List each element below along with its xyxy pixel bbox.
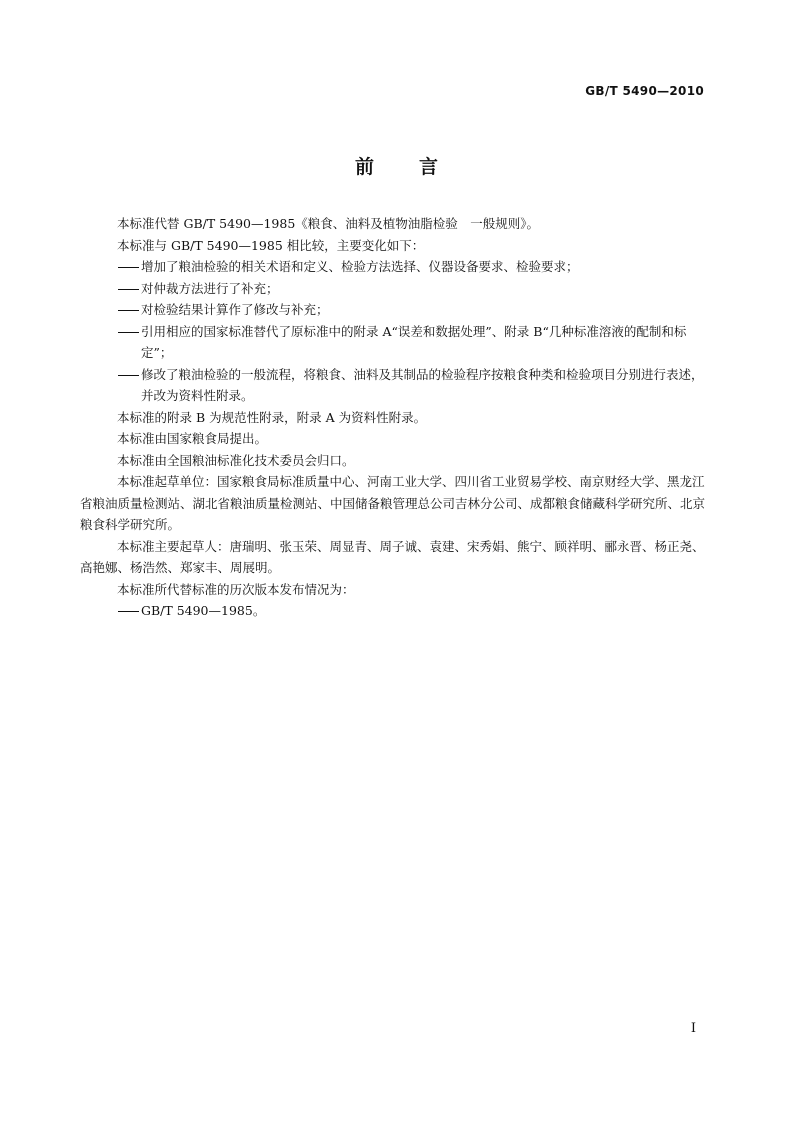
- list-item: [117, 364, 709, 407]
- list-item: [117, 299, 709, 321]
- paragraph-history: 本标准所代替标准的历次版本发布情况为：: [117, 581, 355, 597]
- paragraph-replaces: 本标准代替 GB/T 5490—1985《粮食、油料及植物油脂检验 一般规则》。: [117, 216, 540, 231]
- standard-code: GB/T 5490—2010: [585, 84, 704, 98]
- title-char-2: 言: [419, 156, 440, 178]
- paragraph-centralized: 本标准由全国粮油标准化技术委员会归口。: [117, 452, 355, 468]
- list-item-text: 增加了粮油检验的相关术语和定义、检验方法选择、仪器设备要求、检验要求；: [141, 259, 579, 274]
- list-item-text: GB/T 5490—1985。: [141, 603, 266, 618]
- list-item: [117, 321, 709, 364]
- paragraph-changes-intro: 本标准与 GB/T 5490—1985 相比较，主要变化如下：: [117, 237, 425, 253]
- page-number: I: [690, 1021, 696, 1036]
- paragraph-drafting-units: 本标准起草单位：国家粮食局标准质量中心、河南工业大学、四川省工业贸易学校、南京财经大学、黑龙江省粮油质量检测站、湖北省粮油质量检测站、中国储备粮管理总公司吉林分公司、成都粮食储藏科学研究所、北京粮食科学研究所。: [80, 474, 706, 532]
- list-item: [117, 600, 709, 622]
- list-item-text: 对检验结果计算作了修改与补充；: [141, 302, 329, 317]
- paragraph-annex: 本标准的附录 B 为规范性附录，附录 A 为资料性附录。: [117, 409, 427, 425]
- page-title: [0, 152, 794, 179]
- paragraph-proposed: 本标准由国家粮食局提出。: [117, 431, 268, 446]
- list-item-text: 对仲裁方法进行了补充；: [141, 280, 279, 296]
- list-item-text: 引用相应的国家标准替代了原标准中的附录 A“误差和数据处理”、附录 B“几种标准溶液的配制和标定”；: [141, 323, 687, 360]
- paragraph-drafters: 本标准主要起草人：唐瑞明、张玉荣、周显青、周子诚、袁建、宋秀娟、熊宁、顾祥明、郦永晋、杨正尧、高艳娜、杨浩然、郑家丰、周展明。: [80, 538, 705, 575]
- foreword-body: [80, 213, 709, 622]
- list-item: [117, 256, 709, 278]
- list-item-text: 修改了粮油检验的一般流程，将粮食、油料及其制品的检验程序按粮食种类和检验项目分别进行表述，并改为资料性附录。: [141, 366, 704, 403]
- title-char-1: 前: [354, 156, 375, 178]
- list-item: [117, 278, 709, 300]
